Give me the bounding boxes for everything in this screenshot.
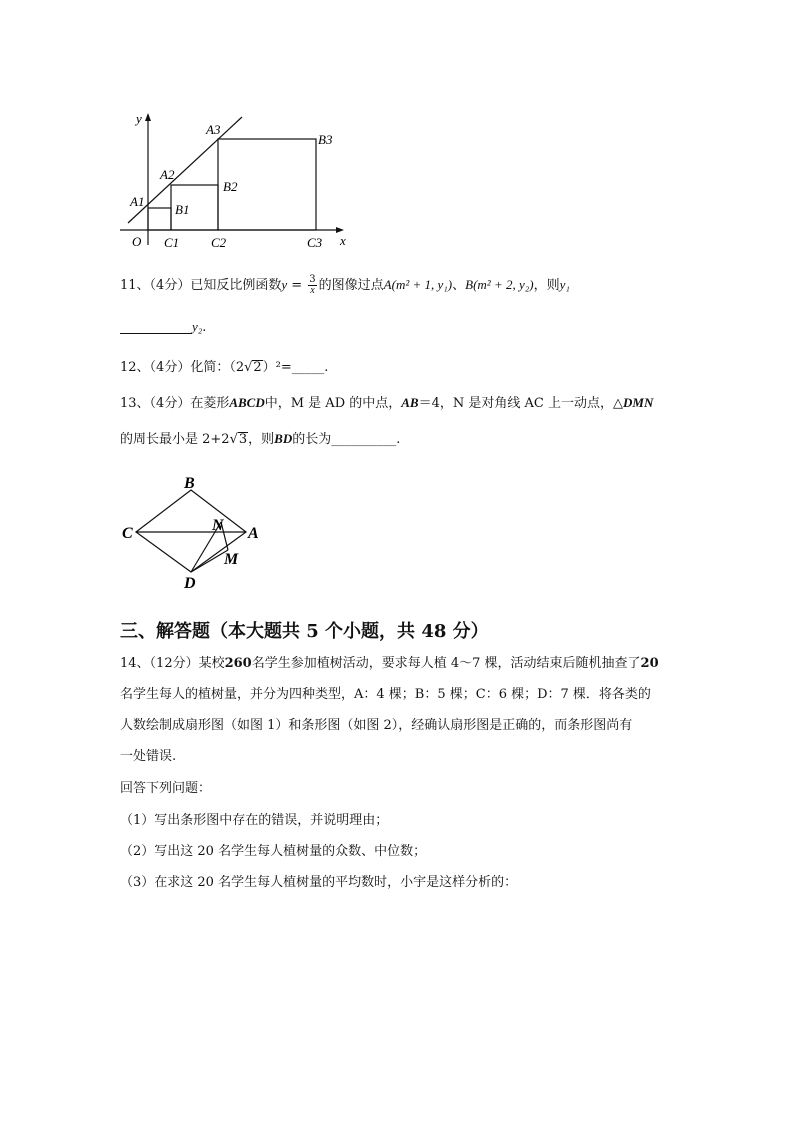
label-b1: B1 bbox=[175, 202, 190, 217]
question-11-line2 bbox=[120, 318, 206, 337]
q14-line1b: 名学生参加植树活动，要求每人植 4～7 棵，活动结束后随机抽查了 bbox=[251, 656, 641, 671]
label-a1: A1 bbox=[130, 194, 145, 209]
question-14-line4: 一处错误. bbox=[120, 749, 177, 764]
figure-rhombus bbox=[118, 470, 268, 595]
q12-sqrt-sign: √ bbox=[244, 360, 253, 375]
label-a3: A3 bbox=[206, 122, 221, 137]
q13-dmn: DMN bbox=[623, 395, 654, 410]
question-13-line2 bbox=[120, 430, 400, 449]
label-c: C bbox=[122, 525, 133, 542]
label-y: y bbox=[136, 111, 142, 126]
label-c1: C1 bbox=[164, 235, 180, 250]
q12-suffix: ）²=_____. bbox=[262, 360, 329, 375]
q11-frac-den: x bbox=[310, 285, 315, 296]
q13-line1c: ＝4，N 是对角线 AC 上一动点，△ bbox=[418, 396, 623, 411]
label-origin: O bbox=[132, 234, 142, 249]
q13-radicand: 3 bbox=[238, 432, 248, 447]
q13-two: 2 bbox=[221, 432, 230, 447]
q11-then: ，则 bbox=[533, 278, 560, 293]
q13-abcd: ABCD bbox=[229, 395, 265, 410]
q13-line2a: 的周长最小是 2+ bbox=[120, 432, 222, 447]
figure-rectangles-graph bbox=[110, 105, 360, 255]
q12-radicand: 2 bbox=[253, 360, 262, 375]
label-d: D bbox=[184, 575, 196, 592]
label-c3: C3 bbox=[307, 235, 323, 250]
label-b3: B3 bbox=[318, 132, 333, 147]
q11-mid: 的图像过点 bbox=[318, 278, 384, 293]
question-14-line3: 人数绘制成扇形图（如图 1）和条形图（如图 2），经确认扇形图是正确的，而条形图尚有 bbox=[120, 718, 633, 733]
q13-ab: AB bbox=[401, 395, 419, 410]
q11-answer-blank[interactable] bbox=[120, 319, 192, 334]
q13-line2c: 的长为__________. bbox=[292, 432, 401, 447]
q11-fraction bbox=[308, 275, 316, 296]
section-3-heading: 三、解答题（本大题共 5 个小题，共 48 分） bbox=[120, 621, 489, 642]
question-14-line1 bbox=[120, 655, 659, 673]
q11-frac-num: 3 bbox=[309, 274, 316, 285]
q14-sub-2: （2）写出这 20 名学生每人植树量的众数、中位数； bbox=[120, 844, 427, 859]
q11-func-y: y bbox=[281, 277, 288, 292]
q11-sep: 、 bbox=[452, 278, 466, 293]
q14-260: 260 bbox=[224, 656, 252, 671]
q11-eq: = bbox=[287, 278, 307, 293]
label-c2: C2 bbox=[211, 235, 227, 250]
label-m: M bbox=[224, 551, 239, 568]
q13-sqrt-sign: √ bbox=[229, 432, 238, 447]
label-x: x bbox=[340, 233, 346, 248]
question-14-line2: 名学生每人的植树量，并分为四种类型，A：4 棵；B：5 棵；C：6 棵；D：7 棵．将各类的 bbox=[120, 687, 651, 702]
q13-line2b: ，则 bbox=[248, 432, 275, 447]
y-axis-arrow bbox=[145, 113, 151, 121]
label-a: A bbox=[248, 525, 259, 542]
q11-prefix: 11、（4分）已知反比例函数 bbox=[120, 278, 282, 293]
q14-sub-1: （1）写出条形图中存在的错误，并说明理由； bbox=[120, 813, 389, 828]
q14-answer-prompt: 回答下列问题： bbox=[120, 781, 212, 796]
q11-y1: y₁ bbox=[559, 277, 570, 292]
q14-line1a: 14、（12分）某校 bbox=[120, 656, 225, 671]
q11-point-b: B(m² + 2, y₂) bbox=[465, 277, 534, 292]
q13-line1b: 中，M 是 AD 的中点， bbox=[264, 396, 402, 411]
q13-line1: 13、（4分）在菱形 bbox=[120, 396, 230, 411]
question-12 bbox=[120, 359, 328, 377]
q11-point-a: A(m² + 1, y₁) bbox=[383, 277, 453, 292]
q12-prefix: 12、（4分）化简：（2 bbox=[120, 360, 245, 375]
label-n: N bbox=[212, 517, 224, 534]
label-b: B bbox=[184, 475, 195, 492]
question-11-line1 bbox=[120, 275, 570, 296]
question-13-line1 bbox=[120, 394, 653, 413]
label-b2: B2 bbox=[223, 179, 238, 194]
q11-end: . bbox=[202, 320, 207, 335]
q13-bd: BD bbox=[274, 431, 293, 446]
label-a2: A2 bbox=[160, 167, 175, 182]
segment-dm bbox=[191, 550, 228, 572]
rectangle-1 bbox=[148, 208, 171, 230]
q11-y2: y₂ bbox=[192, 319, 203, 334]
q14-sub-3: （3）在求这 20 名学生每人植树量的平均数时，小宇是这样分析的： bbox=[120, 875, 518, 890]
q14-20: 20 bbox=[640, 656, 659, 671]
